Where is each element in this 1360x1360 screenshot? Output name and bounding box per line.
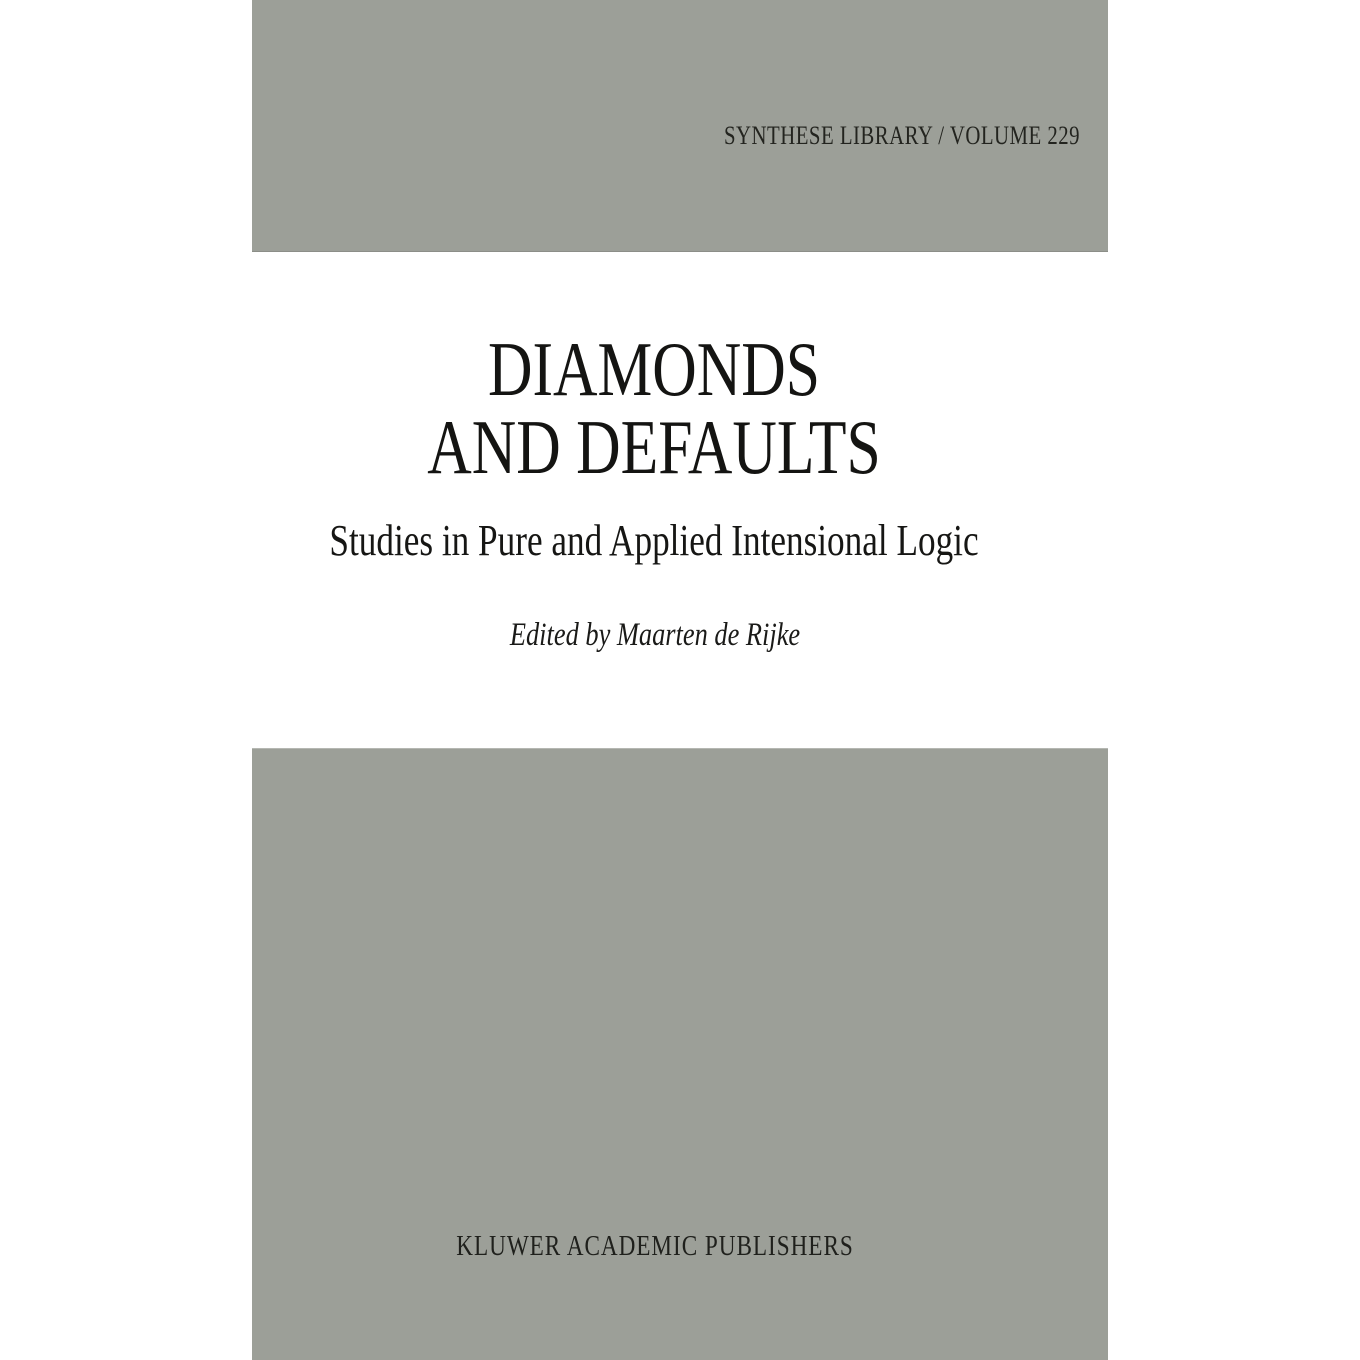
book-subtitle: Studies in Pure and Applied Intensional Logic	[329, 516, 979, 565]
book-title	[131, 326, 1177, 490]
series-volume-label: SYNTHESE LIBRARY / VOLUME 229	[724, 121, 1080, 150]
book-title-line2: AND DEFAULTS	[427, 404, 881, 490]
book-title-line1: DIAMONDS	[488, 326, 820, 412]
editor-byline: Edited by Maarten de Rijke	[509, 617, 801, 653]
publisher-panel	[252, 748, 1108, 1360]
series-banner-panel	[252, 0, 1108, 252]
publisher-name: KLUWER ACADEMIC PUBLISHERS	[456, 1230, 854, 1262]
